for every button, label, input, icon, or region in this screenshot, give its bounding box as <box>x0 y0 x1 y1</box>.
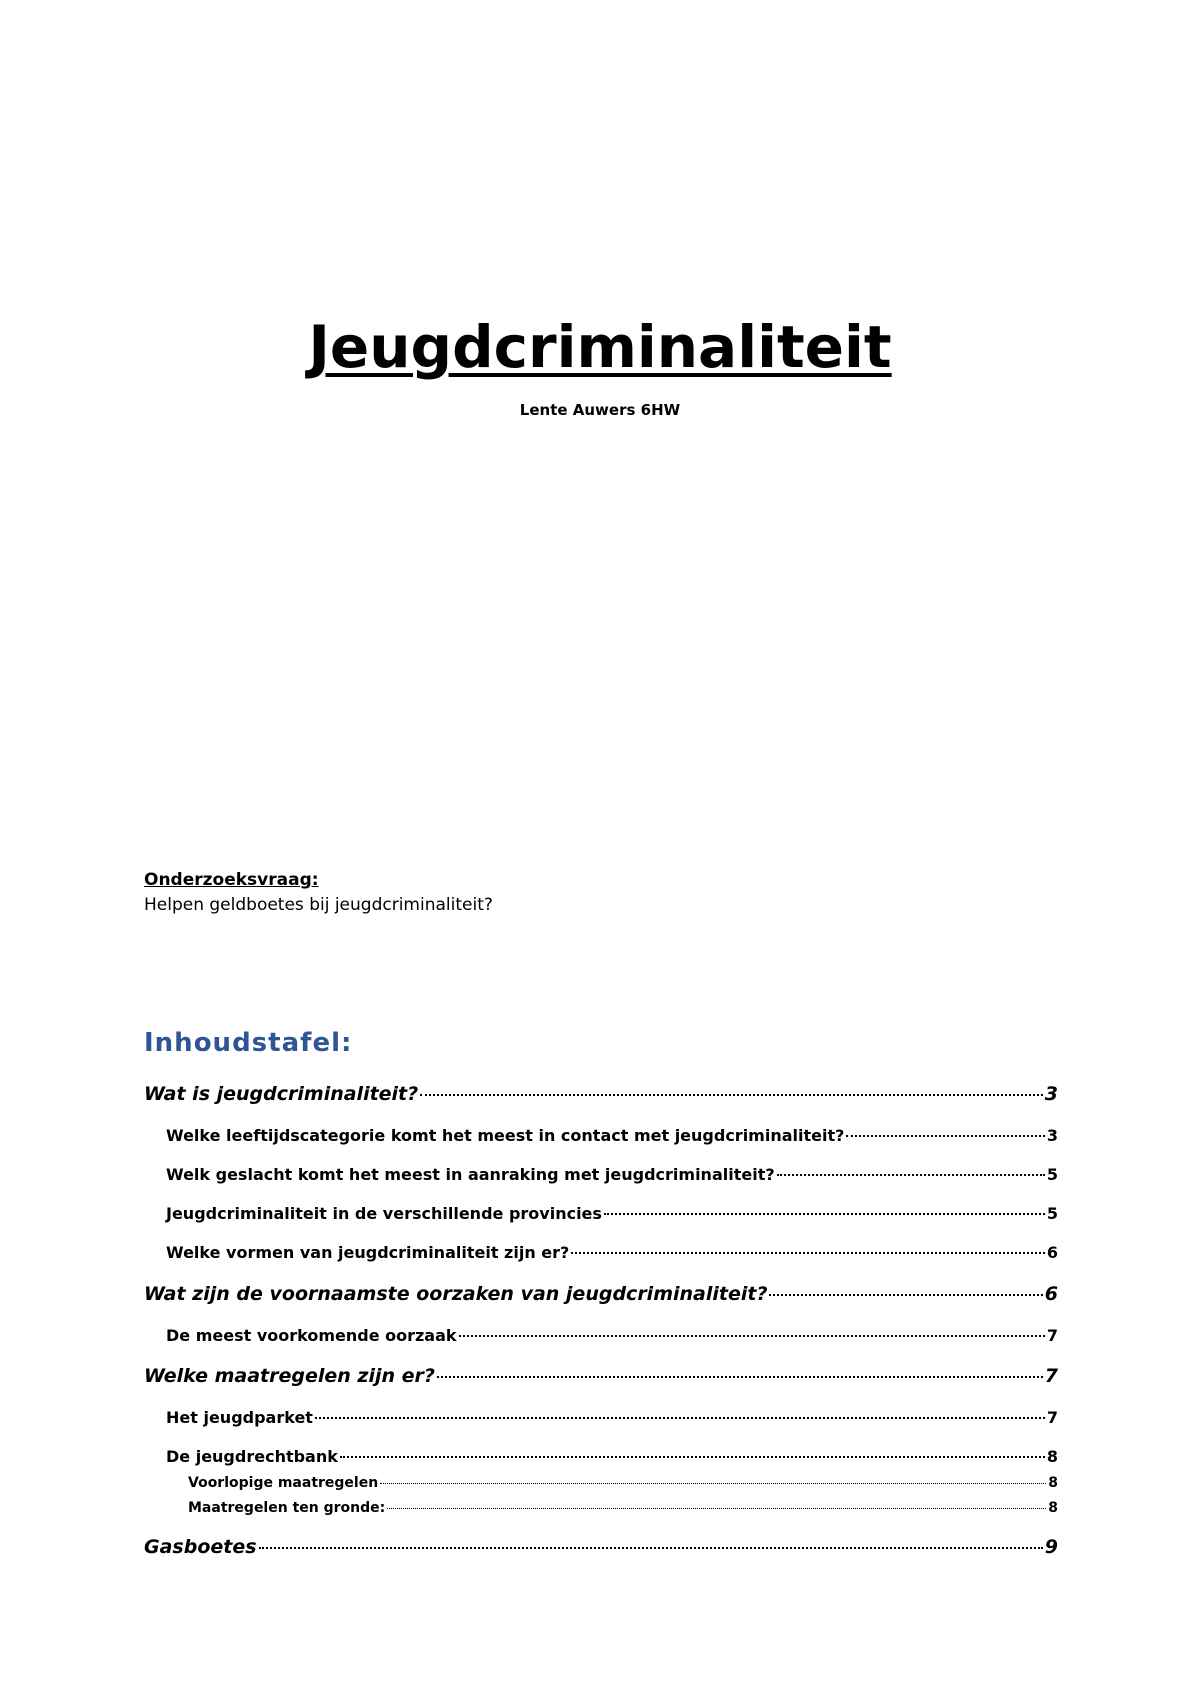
toc-leader <box>846 1135 1044 1137</box>
toc-entry[interactable] <box>188 1500 1058 1516</box>
toc-entry-page: 8 <box>1046 1447 1058 1466</box>
toc-entry[interactable] <box>166 1204 1058 1223</box>
toc-leader <box>420 1094 1043 1096</box>
toc-entry-page: 3 <box>1044 1083 1058 1105</box>
toc-entry[interactable] <box>166 1243 1058 1262</box>
toc-entry-label: Welke vormen van jeugdcriminaliteit zijn er? <box>166 1243 570 1262</box>
toc-entry-label: Gasboetes <box>144 1536 257 1558</box>
toc-entry[interactable] <box>166 1165 1058 1184</box>
toc-entry-page: 7 <box>1046 1326 1058 1345</box>
toc-entry[interactable] <box>144 1365 1058 1387</box>
toc-entry-page: 7 <box>1046 1408 1058 1427</box>
toc-entry-label: Welke maatregelen zijn er? <box>144 1365 435 1387</box>
toc-leader <box>259 1547 1043 1549</box>
toc-entry-page: 9 <box>1044 1536 1058 1558</box>
toc-entry[interactable] <box>166 1447 1058 1466</box>
research-question-label: Onderzoeksvraag: <box>144 870 319 890</box>
toc-entry-label: Wat is jeugdcriminaliteit? <box>144 1083 419 1105</box>
toc-entry[interactable] <box>166 1126 1058 1145</box>
toc-entry-label: Jeugdcriminaliteit in de verschillende provincies <box>166 1204 602 1223</box>
toc-entry-page: 3 <box>1046 1126 1058 1145</box>
toc-entry[interactable] <box>144 1536 1058 1558</box>
toc-entry-label: Maatregelen ten gronde: <box>188 1500 386 1516</box>
toc-leader <box>459 1335 1045 1337</box>
toc-entry-label: De jeugdrechtbank <box>166 1447 338 1466</box>
toc-entry-page: 6 <box>1046 1243 1058 1262</box>
toc-entry-label: De meest voorkomende oorzaak <box>166 1326 457 1345</box>
toc-leader <box>437 1376 1043 1378</box>
toc-entry[interactable] <box>144 1283 1058 1305</box>
toc-entry-label: Voorlopige maatregelen <box>188 1475 379 1491</box>
toc-entry[interactable] <box>144 1083 1058 1105</box>
toc-heading: Inhoudstafel: <box>144 1028 353 1058</box>
research-question-text: Helpen geldboetes bij jeugdcriminaliteit? <box>144 895 493 915</box>
toc-entry-page: 8 <box>1048 1475 1058 1491</box>
toc-leader <box>380 1483 1046 1484</box>
toc-entry[interactable] <box>166 1326 1058 1345</box>
toc-entry-label: Wat zijn de voornaamste oorzaken van jeugdcriminaliteit? <box>144 1283 768 1305</box>
document-title: Jeugdcriminaliteit <box>308 313 892 381</box>
toc-entry[interactable] <box>188 1475 1058 1491</box>
toc-entry-page: 5 <box>1046 1204 1058 1223</box>
toc-leader <box>387 1508 1046 1509</box>
toc-leader <box>571 1252 1045 1254</box>
toc-entry-page: 7 <box>1044 1365 1058 1387</box>
toc-leader <box>315 1417 1045 1419</box>
toc-entry[interactable] <box>166 1408 1058 1427</box>
toc-entry-label: Welke leeftijdscategorie komt het meest in contact met jeugdcriminaliteit? <box>166 1126 845 1145</box>
toc-entry-label: Het jeugdparket <box>166 1408 313 1427</box>
toc-entry-label: Welk geslacht komt het meest in aanraking met jeugdcriminaliteit? <box>166 1165 775 1184</box>
toc-entry-page: 6 <box>1044 1283 1058 1305</box>
toc-entry-page: 8 <box>1048 1500 1058 1516</box>
author-line: Lente Auwers 6HW <box>519 401 681 419</box>
toc-leader <box>604 1213 1045 1215</box>
toc-leader <box>777 1174 1045 1176</box>
toc-leader <box>769 1294 1042 1296</box>
toc-entry-page: 5 <box>1046 1165 1058 1184</box>
toc-leader <box>340 1456 1045 1458</box>
